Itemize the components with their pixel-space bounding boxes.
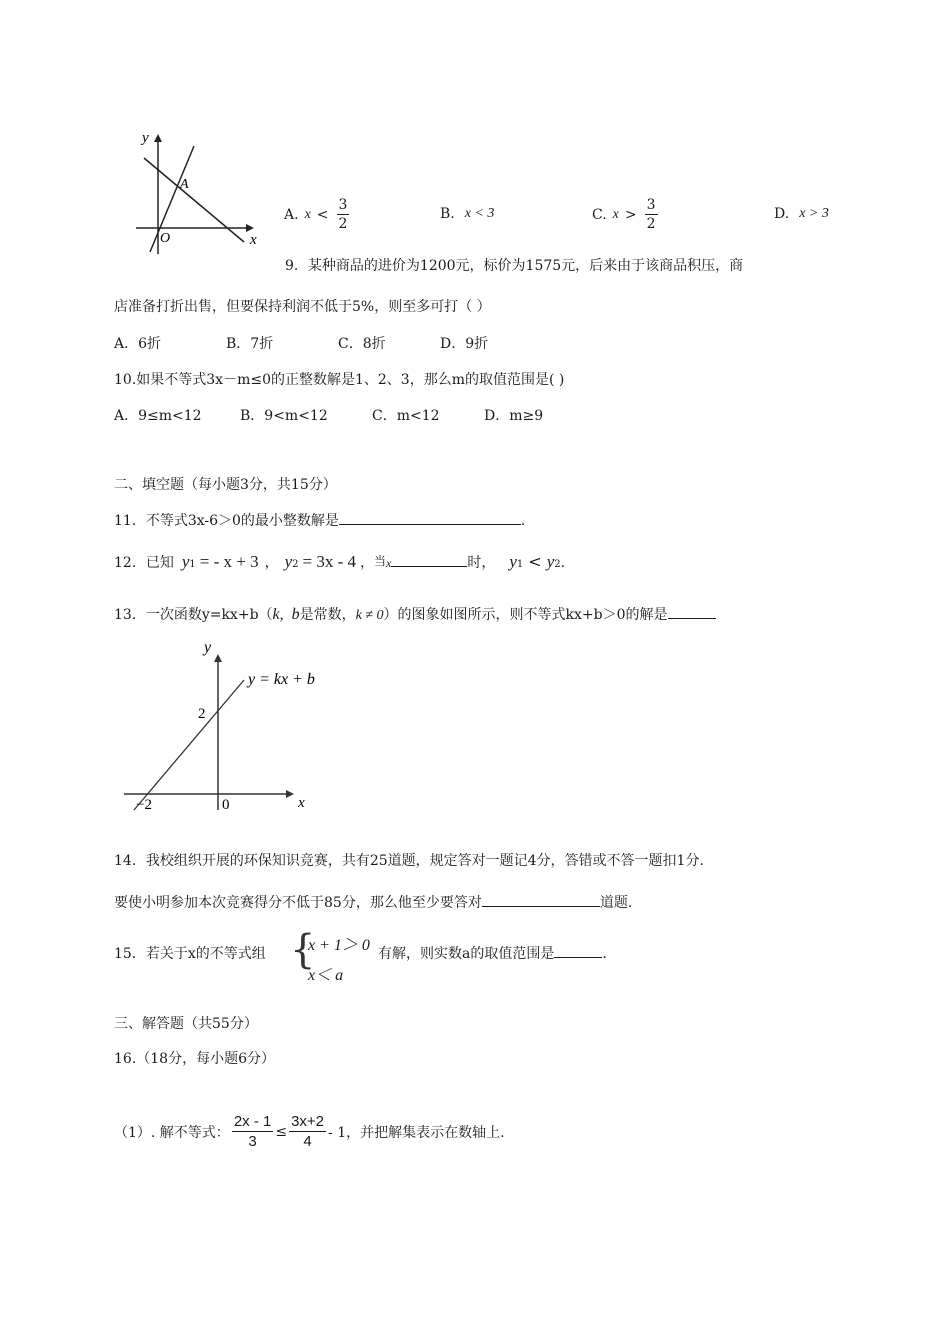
q8-option-b[interactable] [440,206,494,222]
q8-option-a-op: < [316,206,329,223]
q12-when: 当 [374,554,387,568]
q16-frac1 [232,1114,274,1149]
q13-x-intercept-label: −2 [136,797,152,813]
q13-x-axis-arrow [286,790,294,798]
q16-minus-one: - 1，并把解集表示在数轴上. [328,1124,505,1141]
q13-mid: 是常数， [299,607,356,623]
q16-part1 [114,1114,505,1149]
q13-line-label: y = kx + b [248,671,315,688]
q8-option-c[interactable] [592,198,660,231]
q11-text: 11．不等式3x-6＞0的最小整数解是 [114,513,339,529]
q8-x-label: x [250,232,257,248]
q13-y-label: y [204,639,212,656]
q8-point-label: A [180,177,189,192]
q13-text-a: 13．一次函数y=kx+b（ [114,607,273,623]
q12-y1: y [181,552,190,571]
q8-y-label: y [142,130,149,146]
q8-option-d-expr: x > 3 [799,206,829,221]
q11-answer-blank[interactable] [339,510,521,525]
q14-line2 [114,892,632,912]
q16-header: 16.（18分，每小题6分） [114,1051,275,1067]
q8-option-c-op: > [624,206,637,223]
q15-end: . [602,946,607,962]
q13-origin-label: 0 [222,797,230,813]
q8-option-a-lhs: x [304,206,311,222]
q12-prefix: 12．已知 [114,555,174,571]
q13 [114,604,716,624]
q8-x-axis-arrow [246,224,254,232]
q16-frac1-den: 3 [248,1133,257,1150]
q9-line2: 店准备打折出售，但要保持利润不低于5%，则至多可打（ ） [114,299,491,315]
q10-text: 10.如果不等式3x－m≤0的正整数解是1、2、3，那么m的取值范围是( ) [114,372,565,388]
q14-answer-blank[interactable] [482,892,600,907]
q12-answer-blank[interactable] [391,552,467,567]
q8-graph [128,124,268,258]
q8-y-axis-arrow [154,134,162,142]
q8-option-c-lhs: x [612,206,619,222]
q13-graph [112,636,322,816]
q8-option-c-letter: C. [592,206,607,223]
q15-brace: { [290,927,316,973]
q8-option-c-num: 3 [646,197,656,213]
q9-option-b[interactable]: B．7折 [226,336,274,352]
q12-eq2: = 3x - 4 [302,552,357,571]
section-2-title: 二、填空题（每小题3分，共15分） [114,477,337,493]
q10-option-c[interactable]: C．m<12 [372,408,440,424]
q8-option-c-den: 2 [646,216,656,232]
q13-text-b: ）的图象如图所示，则不等式kx+b＞0的解是 [383,607,668,623]
q8-option-d-letter: D. [774,206,790,222]
q15-text-b-wrap [378,943,607,963]
q10-option-b[interactable]: B．9<m<12 [240,408,328,424]
q12: 12．已知 y 1 = - x + 3 ， y 2 = 3x - 4 ， 当 x 时， y 1 < y 2 . [114,552,566,571]
q9-option-a[interactable]: A．6折 [114,336,162,352]
q14-line1: 14．我校组织开展的环保知识竞赛，共有25道题，规定答对一题记4分，答错或不答一题扣1分. [114,853,704,869]
q9-option-c[interactable]: C．8折 [338,336,386,352]
q12-cmp-y2: y [546,552,555,571]
q12-time: 时， [467,555,496,571]
q12-eq1: = - x + 3 [199,552,259,571]
q15-ineq2: x＜ a [308,967,344,984]
q13-function-line [134,680,244,810]
q12-cmp-y1: y [509,552,517,571]
q9-option-d[interactable]: D．9折 [440,336,489,352]
q16-frac1-num: 2x - 1 [233,1113,272,1130]
q12-cmp-y2-sub: 2 [554,559,561,570]
section-3-title: 三、解答题（共55分） [114,1016,258,1032]
q8-option-a[interactable] [284,198,351,231]
q13-y-intercept-label: 2 [198,706,206,722]
q14-line2-a: 要使小明参加本次竞赛得分不低于85分，那么他至少要答对 [114,895,482,911]
q12-cmp-op: < [528,552,542,571]
q12-x: x [386,556,392,570]
q13-cond: k ≠ 0 [355,608,384,623]
q11-end: . [520,513,526,529]
q13-y-axis-arrow [214,654,222,662]
q8-option-b-letter: B. [440,206,455,222]
q12-y2: y [284,552,293,571]
q11 [114,510,525,530]
q16-le: ≤ [275,1123,288,1140]
q8-origin-label: O [160,231,171,246]
q10-option-a[interactable]: A．9≤m<12 [114,408,202,424]
q10-option-d[interactable]: D．m≥9 [484,408,544,424]
q8-option-c-fraction [645,198,658,231]
q12-y2-sub: 2 [292,559,299,570]
q15-answer-blank[interactable] [554,943,602,958]
q13-b: b [291,606,300,623]
q16-part1-label: （1）. 解不等式： [114,1124,230,1141]
q16-frac2-num: 3x+2 [291,1113,325,1130]
q15-text-b: 有解，则实数a的取值范围是 [378,946,555,962]
q12-cmp-y1-sub: 1 [516,559,524,570]
q15-ineq1: x + 1＞ 0 [308,937,370,954]
q13-k: k, [272,606,284,623]
q8-option-a-letter: A. [284,206,299,223]
q8-option-a-den: 2 [338,216,348,232]
q16-frac2-den: 4 [303,1133,312,1150]
q13-x-label: x [298,795,305,811]
q12-end: . [560,555,566,571]
q14-line2-b: 道题. [599,895,633,911]
q9-line1: 9．某种商品的进价为1200元，标价为1575元，后来由于该商品积压，商 [285,258,744,274]
q16-frac2 [289,1114,326,1149]
q8-option-a-fraction [337,198,350,231]
q8-option-b-expr: x < 3 [464,206,495,221]
q8-line-increasing [150,146,194,252]
q13-answer-blank[interactable] [668,604,716,619]
q8-option-d[interactable] [774,206,829,222]
q8-option-a-num: 3 [338,197,348,213]
q15-text-a: 15．若关于x的不等式组 [114,946,266,962]
q12-y1-sub: 1 [189,559,196,570]
